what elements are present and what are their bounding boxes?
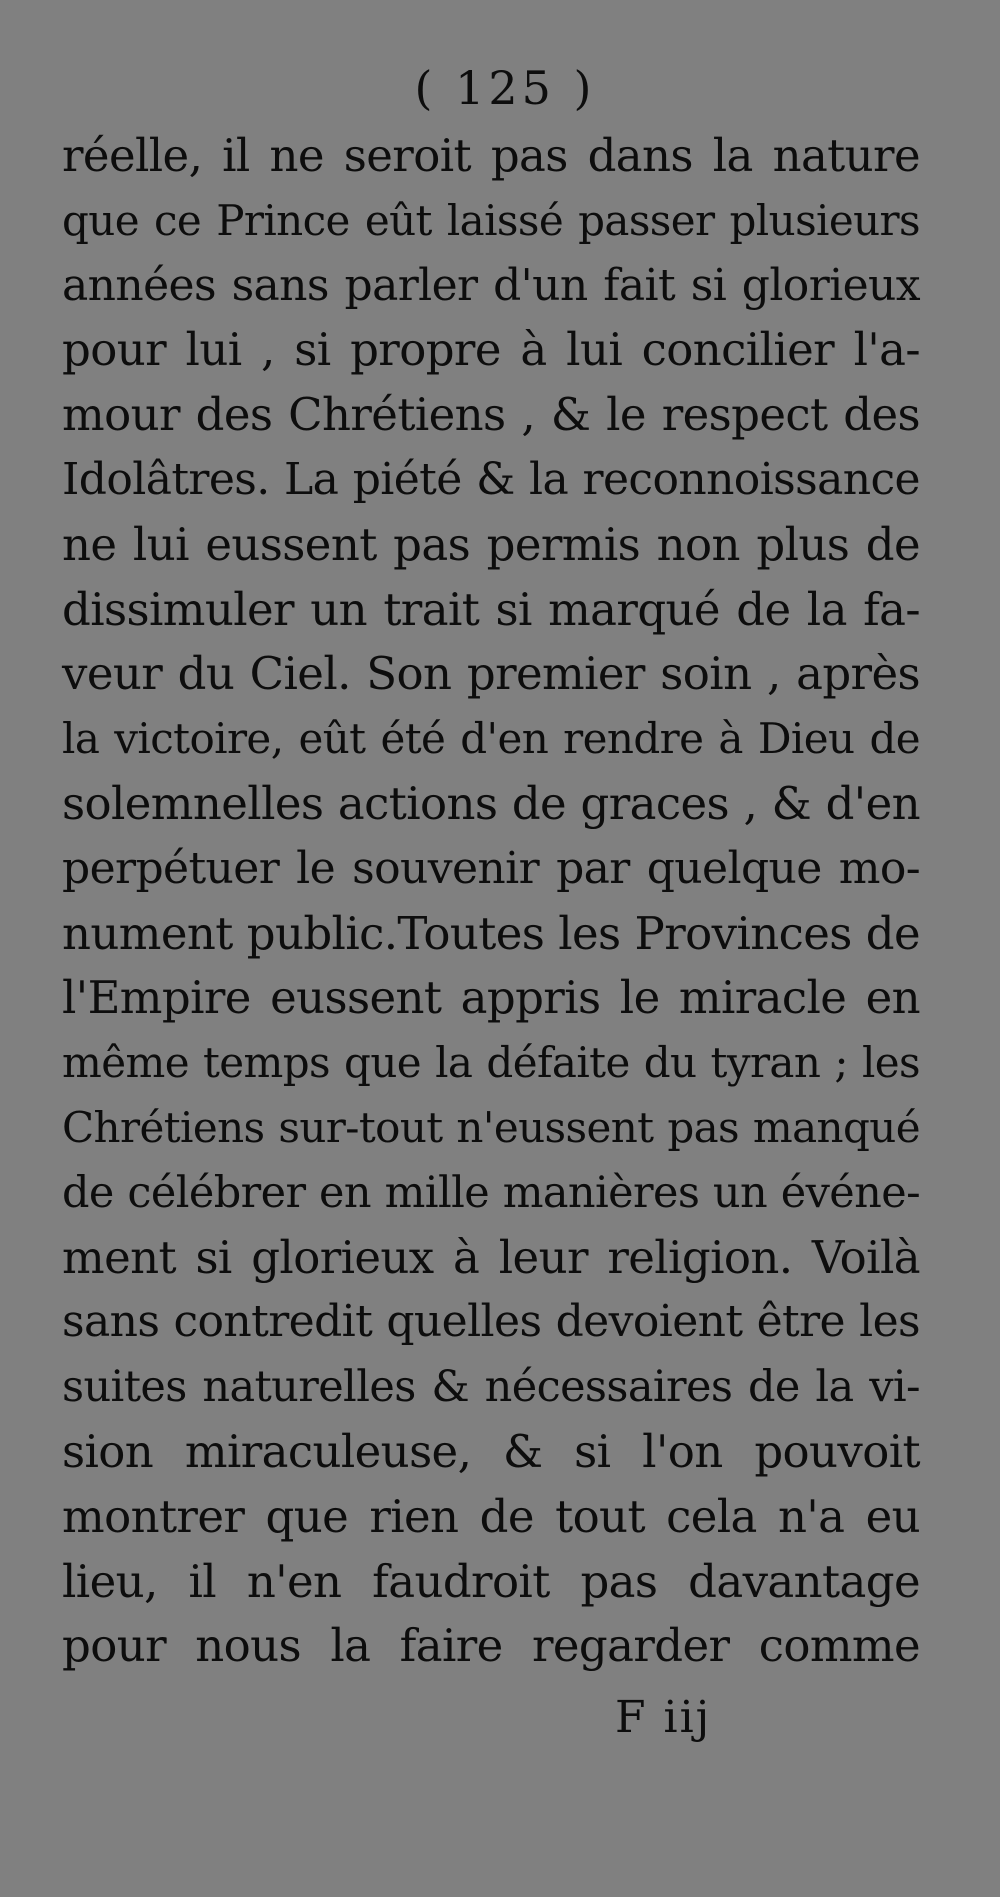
- text-line: la victoire, eût été d'en rendre à Dieu de: [62, 714, 920, 764]
- text-line: pour lui , si propre à lui concilier l'a-: [62, 323, 920, 377]
- text-line: nument public.Toutes les Provinces de: [62, 906, 920, 960]
- text-line: ment si glorieux à leur religion. Voilà: [62, 1230, 920, 1284]
- text-line: l'Empire eussent appris le miracle en: [62, 971, 920, 1025]
- text-line: pour nous la faire regarder comme: [62, 1619, 920, 1673]
- text-line: ne lui eussent pas permis non plus de: [62, 517, 920, 571]
- text-line: veur du Ciel. Son premier soin , après: [62, 647, 920, 701]
- text-line: Idolâtres. La piété & la reconnoissance: [62, 453, 920, 505]
- page-number: ( 125 ): [414, 61, 596, 115]
- text-line: réelle, il ne seroit pas dans la nature: [62, 129, 920, 182]
- text-line: années sans parler d'un fait si glorieux: [62, 259, 920, 311]
- text-line: suites naturelles & nécessaires de la vi-: [62, 1362, 920, 1413]
- body-text: [62, 124, 920, 1679]
- text-line: que ce Prince eût laissé passer plusieurs: [62, 195, 920, 245]
- text-line: perpétuer le souvenir par quelque mo-: [62, 842, 920, 894]
- text-line: mour des Chrétiens , & le respect des: [62, 388, 920, 442]
- text-line: lieu, il n'en faudroit pas davantage: [62, 1554, 920, 1608]
- text-line: sans contredit quelles devoient être les: [62, 1296, 920, 1348]
- text-line: sion miraculeuse, & si l'on pouvoit: [62, 1424, 920, 1478]
- text-line: Chrétiens sur-tout n'eussent pas manqué: [62, 1102, 920, 1152]
- text-line: solemnelles actions de graces , & d'en: [62, 776, 920, 830]
- signature-mark: F iij: [615, 1692, 712, 1743]
- text-line: de célébrer en mille manières un événe-: [62, 1167, 920, 1218]
- text-line: dissimuler un trait si marqué de la fa-: [62, 582, 920, 636]
- text-line: montrer que rien de tout cela n'a eu: [62, 1489, 920, 1543]
- text-line: même temps que la défaite du tyran ; les: [62, 1038, 920, 1088]
